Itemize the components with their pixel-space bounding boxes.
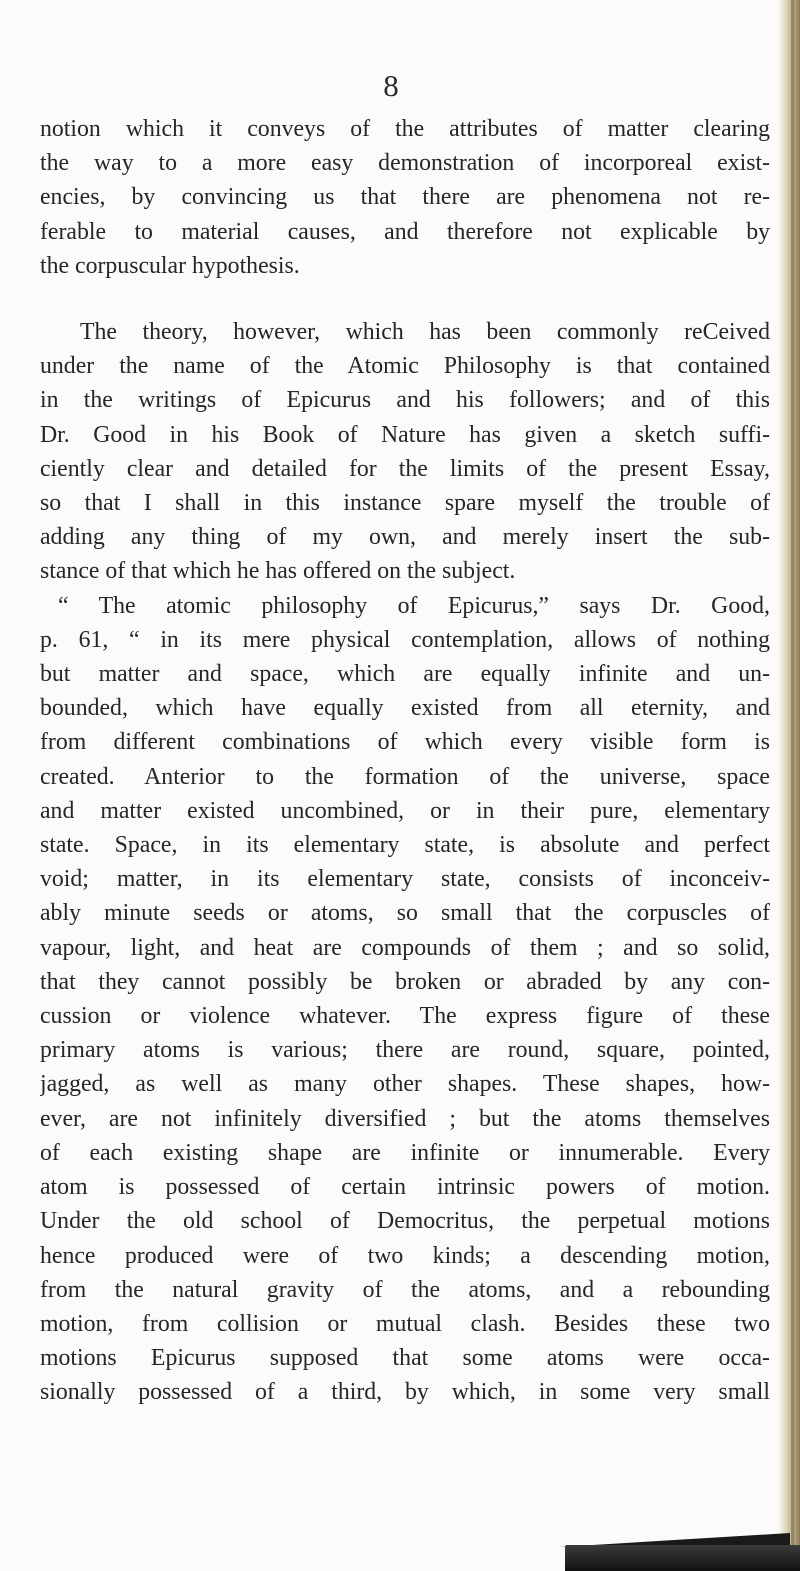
text-line: p. 61, “ in its mere physical contemplation, allows of nothing [40,626,770,653]
text-line: bounded, which have equally existed from all eternity, and [40,695,770,722]
text-line: ferable to material causes, and therefore not explicable by [40,218,770,245]
text-line: cussion or violence whatever. The express figure of these [40,1003,770,1030]
text-line: hence produced were of two kinds; a descending motion, [40,1242,770,1269]
text-line: state. Space, in its elementary state, is absolute and perfect [40,832,770,859]
text-line: sionally possessed of a third, by which, in some very small [40,1379,770,1406]
text-line: under the name of the Atomic Philosophy is that contained [40,353,770,380]
text-line: the corpuscular hypothesis. [40,252,300,279]
text-line: “ The atomic philosophy of Epicurus,” says Dr. Good, [58,592,770,619]
text-line: stance of that which he has offered on the subject. [40,558,516,585]
text-line: so that I shall in this instance spare myself the trouble of [40,490,770,517]
page-edge-shadow [778,0,800,1571]
text-line: that they cannot possibly be broken or abraded by any con- [40,968,770,995]
body-text [40,112,770,1410]
text-line: ciently clear and detailed for the limits of the present Essay, [40,455,770,482]
text-line: motion, from collision or mutual clash. Besides these two [40,1310,770,1337]
text-line: from different combinations of which every visible form is [40,729,770,756]
text-line: from the natural gravity of the atoms, and a rebounding [40,1276,770,1303]
text-line: encies, by convincing us that there are phenomena not re- [40,184,770,211]
text-line: The theory, however, which has been commonly reCeived [80,319,770,346]
bottom-binding-artifact [565,1545,800,1571]
text-line: Under the old school of Democritus, the perpetual motions [40,1208,770,1235]
text-line: vapour, light, and heat are compounds of them ; and so solid, [40,934,770,961]
page-edge-line [791,0,794,1571]
paragraph-2 [40,315,770,1410]
paragraph-1 [40,112,770,283]
text-line: adding any thing of my own, and merely insert the sub- [40,524,770,551]
text-line: atom is possessed of certain intrinsic powers of motion. [40,1174,770,1201]
text-line: jagged, as well as many other shapes. These shapes, how- [40,1071,770,1098]
text-line: in the writings of Epicurus and his followers; and of this [40,387,770,414]
text-line: and matter existed uncombined, or in their pure, elementary [40,797,770,824]
page-number: 8 [383,68,399,103]
text-line: notion which it conveys of the attributes of matter clearing [40,116,770,142]
text-line: primary atoms is various; there are round, square, pointed, [40,1037,770,1064]
text-line: created. Anterior to the formation of the universe, space [40,763,770,790]
text-line: ever, are not infinitely diversified ; but the atoms themselves [40,1105,770,1132]
text-line: but matter and space, which are equally infinite and un- [40,661,770,688]
text-line: motions Epicurus supposed that some atoms were occa- [40,1345,770,1372]
text-line: the way to a more easy demonstration of incorporeal exist- [40,150,770,177]
text-line: ably minute seeds or atoms, so small that the corpuscles of [40,900,770,927]
paragraph-gap [40,283,770,315]
text-line: Dr. Good in his Book of Nature has given a sketch suffi- [40,421,770,448]
text-line: of each existing shape are infinite or innumerable. Every [40,1139,770,1166]
text-line: void; matter, in its elementary state, consists of inconceiv- [40,866,770,893]
